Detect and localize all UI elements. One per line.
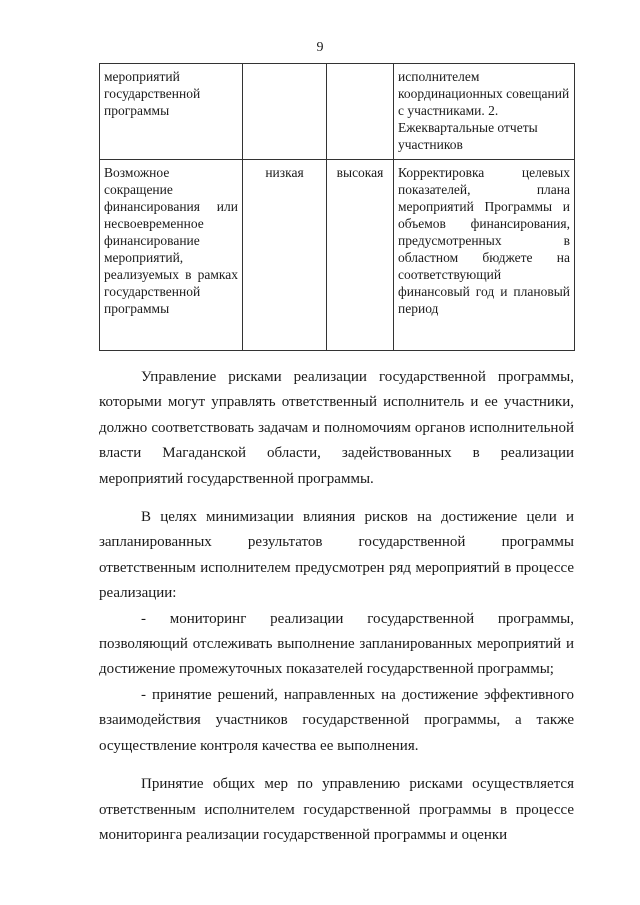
risk-table xyxy=(99,63,575,351)
paragraph: Принятие общих мер по управлению рисками осуществляется ответственным исполнителем государственной программы в процессе мониторинга реализации государственной программы и оценки xyxy=(99,776,574,843)
body-text xyxy=(99,365,574,848)
impact-cell: высокая xyxy=(327,160,394,351)
paragraph: В целях минимизации влияния рисков на достижение цели и запланированных результатов государственной программы ответственным исполнителем предусмотрен ряд мероприятий в процессе реализации: xyxy=(99,509,574,602)
bullet-item: - мониторинг реализации государственной программы, позволяющий отслеживать выполнение запланированных мероприятий и достижение промежуточных показателей государственной программы; xyxy=(99,610,574,678)
risk-cell: Возможное сокращение финансирования или несвоевременное финансирование мероприятий, реализуемых в рамках государственной программы xyxy=(100,160,243,351)
measures-cell: Корректировка целевых показателей, плана мероприятий Программы и объемов финансирования, предусмотренных в областном бюджете на соответствующий финансовый год и плановый период xyxy=(394,160,575,351)
impact-cell xyxy=(327,64,394,160)
probability-cell: низкая xyxy=(243,160,327,351)
risk-cell: мероприятий государственной программы xyxy=(100,64,243,160)
measures-cell: исполнителем координационных совещаний с участниками. 2. Ежеквартальные отчеты участников xyxy=(394,64,575,160)
table-row xyxy=(100,64,575,160)
bullet-item: - принятие решений, направленных на достижение эффективного взаимодействия участников государственной программы, а также осуществление контроля качества ее выполнения. xyxy=(99,686,574,754)
probability-cell xyxy=(243,64,327,160)
paragraph: Управление рисками реализации государственной программы, которыми могут управлять ответственный исполнитель и ее участники, должно соответствовать задачам и полномочиям органов исполнительной власти Магаданской области, задействованных в реализации мероприятий государственной программы. xyxy=(99,369,574,487)
table-row xyxy=(100,160,575,351)
page-number: 9 xyxy=(316,40,324,55)
